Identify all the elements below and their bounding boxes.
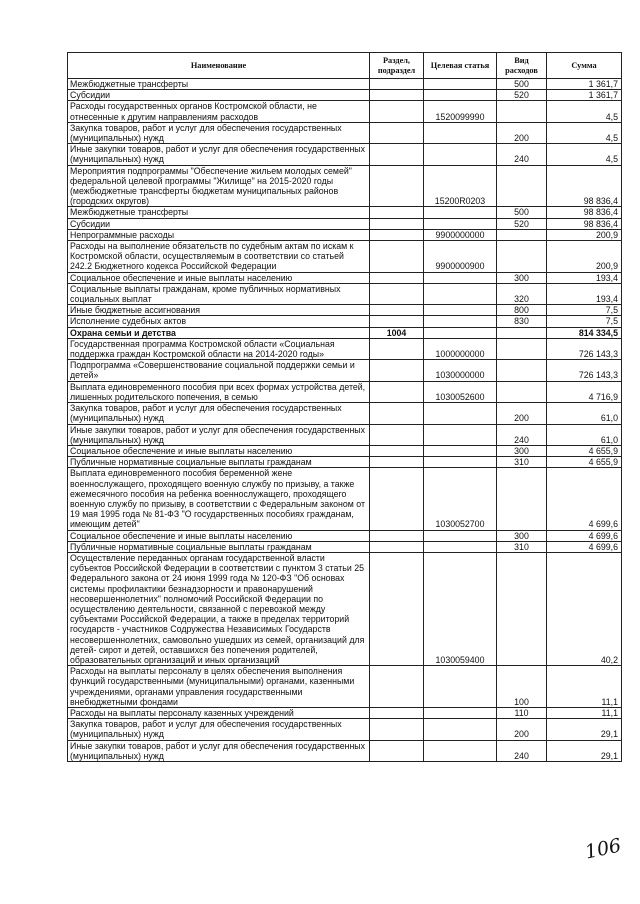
table-row <box>68 327 622 338</box>
cell-amount: 4 655,9 <box>547 457 622 468</box>
cell-amount: 4,5 <box>547 144 622 165</box>
header-section: Раздел, подраздел <box>370 53 424 79</box>
table-row <box>68 541 622 552</box>
cell-expense-type: 310 <box>497 457 547 468</box>
cell-amount: 726 143,3 <box>547 338 622 359</box>
table-row <box>68 338 622 359</box>
cell-name: Осуществление переданных органам государственной власти субъектов Российской Федерации в соответствии с пунктом 3 статьи 25 Федерального закона от 24 июня 1999 года № 120-ФЗ "Об основах системы профилактики безнадзорности и правонарушений несовершеннолетних" полномочий Российской Федерации по осуществлению деятельности, связанной с перевозкой между субъектами Российской Федерации, а также в пределах территорий государств - участников Содружества Независимых Государств несовершеннолетних, самовольно ушедших из семей, организаций для детей- сирот и детей, оставшихся без попечения родителей, образовательных организаций и иных организаций <box>68 552 370 665</box>
cell-amount: 61,0 <box>547 403 622 424</box>
cell-target: 9900000900 <box>424 241 497 273</box>
cell-section <box>370 122 424 143</box>
cell-expense-type: 500 <box>497 79 547 90</box>
cell-target: 9900000000 <box>424 229 497 240</box>
table-row <box>68 707 622 718</box>
cell-name: Публичные нормативные социальные выплаты гражданам <box>68 457 370 468</box>
cell-section: 1004 <box>370 327 424 338</box>
table-row <box>68 144 622 165</box>
cell-amount: 11,1 <box>547 666 622 708</box>
cell-name: Мероприятия подпрограммы "Обеспечение жильем молодых семей" федеральной целевой программы "Жилище" на 2015-2020 годы (межбюджетные трансферты бюджетам муниципальных районов (городских округов) <box>68 165 370 207</box>
cell-expense-type <box>497 381 547 402</box>
table-row <box>68 719 622 740</box>
table-row <box>68 305 622 316</box>
cell-expense-type: 300 <box>497 272 547 283</box>
header-target: Целевая статья <box>424 53 497 79</box>
cell-expense-type <box>497 241 547 273</box>
cell-target <box>424 90 497 101</box>
table-row <box>68 283 622 304</box>
cell-target: 1000000000 <box>424 338 497 359</box>
cell-expense-type: 240 <box>497 424 547 445</box>
table-row <box>68 316 622 327</box>
cell-amount: 1 361,7 <box>547 79 622 90</box>
cell-section <box>370 305 424 316</box>
table-row <box>68 90 622 101</box>
cell-expense-type: 520 <box>497 90 547 101</box>
cell-amount: 7,5 <box>547 305 622 316</box>
table-row <box>68 666 622 708</box>
header-expense-type: Вид расходов <box>497 53 547 79</box>
cell-expense-type <box>497 338 547 359</box>
cell-amount: 193,4 <box>547 283 622 304</box>
table-row <box>68 445 622 456</box>
cell-name: Выплата единовременного пособия беременной жене военнослужащего, проходящего военную службу по призыву, а также ежемесячного пособия на ребенка военнослужащего, проходящего военную службу по призыву, в соответствии с Федеральным законом от 19 мая 1995 года № 81-ФЗ "О государственных пособиях гражданам, имеющим детей" <box>68 468 370 530</box>
cell-name: Иные бюджетные ассигнования <box>68 305 370 316</box>
cell-expense-type: 110 <box>497 707 547 718</box>
cell-name: Иные закупки товаров, работ и услуг для обеспечения государственных (муниципальных) нужд <box>68 740 370 761</box>
cell-amount: 4 716,9 <box>547 381 622 402</box>
table-row <box>68 381 622 402</box>
cell-amount: 4 699,6 <box>547 468 622 530</box>
cell-section <box>370 283 424 304</box>
table-row <box>68 552 622 665</box>
cell-target <box>424 424 497 445</box>
cell-section <box>370 229 424 240</box>
table-row <box>68 468 622 530</box>
cell-name: Закупка товаров, работ и услуг для обеспечения государственных (муниципальных) нужд <box>68 403 370 424</box>
cell-expense-type: 200 <box>497 122 547 143</box>
budget-table <box>67 52 622 762</box>
cell-name: Расходы на выплаты персоналу казенных учреждений <box>68 707 370 718</box>
table-row <box>68 360 622 381</box>
cell-target <box>424 327 497 338</box>
cell-section <box>370 316 424 327</box>
table-row <box>68 457 622 468</box>
cell-section <box>370 468 424 530</box>
page-number: 106 <box>583 834 624 864</box>
cell-expense-type: 200 <box>497 403 547 424</box>
cell-target <box>424 316 497 327</box>
table-row <box>68 424 622 445</box>
cell-amount: 200,9 <box>547 229 622 240</box>
cell-section <box>370 144 424 165</box>
table-row <box>68 272 622 283</box>
table-row <box>68 122 622 143</box>
cell-name: Межбюджетные трансферты <box>68 79 370 90</box>
cell-expense-type: 830 <box>497 316 547 327</box>
cell-target <box>424 122 497 143</box>
cell-section <box>370 445 424 456</box>
cell-amount: 7,5 <box>547 316 622 327</box>
cell-name: Подпрограмма «Совершенствование социальной поддержки семьи и детей» <box>68 360 370 381</box>
cell-name: Социальное обеспечение и иные выплаты населению <box>68 530 370 541</box>
cell-target: 1520099990 <box>424 101 497 122</box>
cell-amount: 1 361,7 <box>547 90 622 101</box>
cell-name: Социальное обеспечение и иные выплаты населению <box>68 445 370 456</box>
cell-target: 1030052700 <box>424 468 497 530</box>
cell-name: Государственная программа Костромской области «Социальная поддержка граждан Костромской области на 2014-2020 годы» <box>68 338 370 359</box>
cell-name: Иные закупки товаров, работ и услуг для обеспечения государственных (муниципальных) нужд <box>68 144 370 165</box>
cell-section <box>370 241 424 273</box>
header-amount: Сумма <box>547 53 622 79</box>
cell-name: Межбюджетные трансферты <box>68 207 370 218</box>
cell-target <box>424 207 497 218</box>
cell-expense-type: 100 <box>497 666 547 708</box>
cell-target <box>424 707 497 718</box>
cell-amount: 814 334,5 <box>547 327 622 338</box>
cell-target <box>424 79 497 90</box>
cell-name: Социальное обеспечение и иные выплаты населению <box>68 272 370 283</box>
table-row <box>68 229 622 240</box>
table-header-row <box>68 53 622 79</box>
table-row <box>68 218 622 229</box>
cell-name: Иные закупки товаров, работ и услуг для обеспечения государственных (муниципальных) нужд <box>68 424 370 445</box>
cell-name: Социальные выплаты гражданам, кроме публичных нормативных социальных выплат <box>68 283 370 304</box>
cell-name: Непрограммные расходы <box>68 229 370 240</box>
cell-target <box>424 666 497 708</box>
cell-amount: 4 699,6 <box>547 530 622 541</box>
cell-section <box>370 360 424 381</box>
cell-name: Выплата единовременного пособия при всех формах устройства детей, лишенных родительского попечения, в семью <box>68 381 370 402</box>
cell-name: Субсидии <box>68 218 370 229</box>
cell-section <box>370 79 424 90</box>
cell-section <box>370 707 424 718</box>
cell-name: Закупка товаров, работ и услуг для обеспечения государственных (муниципальных) нужд <box>68 719 370 740</box>
cell-amount: 4 655,9 <box>547 445 622 456</box>
cell-expense-type: 300 <box>497 445 547 456</box>
cell-amount: 4 699,6 <box>547 541 622 552</box>
cell-section <box>370 666 424 708</box>
cell-expense-type <box>497 101 547 122</box>
cell-section <box>370 218 424 229</box>
cell-section <box>370 207 424 218</box>
cell-name: Расходы государственных органов Костромской области, не отнесенные к другим направлениям расходов <box>68 101 370 122</box>
cell-amount: 29,1 <box>547 719 622 740</box>
cell-expense-type <box>497 327 547 338</box>
cell-target <box>424 305 497 316</box>
table-row <box>68 241 622 273</box>
cell-target <box>424 403 497 424</box>
cell-expense-type: 200 <box>497 719 547 740</box>
cell-target: 1030059400 <box>424 552 497 665</box>
cell-target: 1030052600 <box>424 381 497 402</box>
cell-amount: 98 836,4 <box>547 165 622 207</box>
cell-target: 15200R0203 <box>424 165 497 207</box>
cell-section <box>370 403 424 424</box>
cell-section <box>370 338 424 359</box>
table-row <box>68 403 622 424</box>
cell-expense-type <box>497 552 547 665</box>
cell-section <box>370 457 424 468</box>
cell-amount: 98 836,4 <box>547 218 622 229</box>
cell-target <box>424 272 497 283</box>
cell-target <box>424 445 497 456</box>
cell-expense-type <box>497 165 547 207</box>
cell-target <box>424 218 497 229</box>
table-row <box>68 530 622 541</box>
cell-section <box>370 272 424 283</box>
cell-amount: 11,1 <box>547 707 622 718</box>
cell-amount: 61,0 <box>547 424 622 445</box>
table-row <box>68 165 622 207</box>
table-row <box>68 740 622 761</box>
cell-name: Публичные нормативные социальные выплаты гражданам <box>68 541 370 552</box>
cell-expense-type: 300 <box>497 530 547 541</box>
cell-name: Охрана семьи и детства <box>68 327 370 338</box>
cell-expense-type: 240 <box>497 144 547 165</box>
cell-amount: 4,5 <box>547 101 622 122</box>
cell-section <box>370 424 424 445</box>
cell-target <box>424 283 497 304</box>
cell-section <box>370 101 424 122</box>
cell-amount: 4,5 <box>547 122 622 143</box>
cell-amount: 200,9 <box>547 241 622 273</box>
cell-amount: 193,4 <box>547 272 622 283</box>
cell-target <box>424 457 497 468</box>
cell-expense-type: 500 <box>497 207 547 218</box>
cell-target <box>424 719 497 740</box>
cell-amount: 98 836,4 <box>547 207 622 218</box>
cell-name: Субсидии <box>68 90 370 101</box>
cell-target <box>424 740 497 761</box>
cell-name: Расходы на выполнение обязательств по судебным актам по искам к Костромской области, осуществляемым в соответствии со статьей 242.2 Бюджетного кодекса Российской Федерации <box>68 241 370 273</box>
cell-section <box>370 381 424 402</box>
header-name: Наименование <box>68 53 370 79</box>
table-row <box>68 101 622 122</box>
cell-section <box>370 541 424 552</box>
cell-name: Закупка товаров, работ и услуг для обеспечения государственных (муниципальных) нужд <box>68 122 370 143</box>
cell-amount: 29,1 <box>547 740 622 761</box>
cell-target <box>424 144 497 165</box>
cell-section <box>370 530 424 541</box>
cell-section <box>370 90 424 101</box>
table-body <box>68 79 622 762</box>
cell-name: Исполнение судебных актов <box>68 316 370 327</box>
cell-expense-type: 240 <box>497 740 547 761</box>
cell-section <box>370 165 424 207</box>
cell-target: 1030000000 <box>424 360 497 381</box>
cell-amount: 726 143,3 <box>547 360 622 381</box>
table-row <box>68 79 622 90</box>
table-row <box>68 207 622 218</box>
cell-expense-type: 320 <box>497 283 547 304</box>
cell-amount: 40,2 <box>547 552 622 665</box>
cell-expense-type <box>497 468 547 530</box>
cell-name: Расходы на выплаты персоналу в целях обеспечения выполнения функций государственными (муниципальными) органами, казенными учреждениями, органами управления государственными внебюджетными фондами <box>68 666 370 708</box>
cell-target <box>424 541 497 552</box>
cell-expense-type <box>497 360 547 381</box>
cell-section <box>370 719 424 740</box>
cell-expense-type: 800 <box>497 305 547 316</box>
cell-expense-type: 310 <box>497 541 547 552</box>
cell-expense-type <box>497 229 547 240</box>
cell-expense-type: 520 <box>497 218 547 229</box>
cell-section <box>370 740 424 761</box>
cell-section <box>370 552 424 665</box>
cell-target <box>424 530 497 541</box>
